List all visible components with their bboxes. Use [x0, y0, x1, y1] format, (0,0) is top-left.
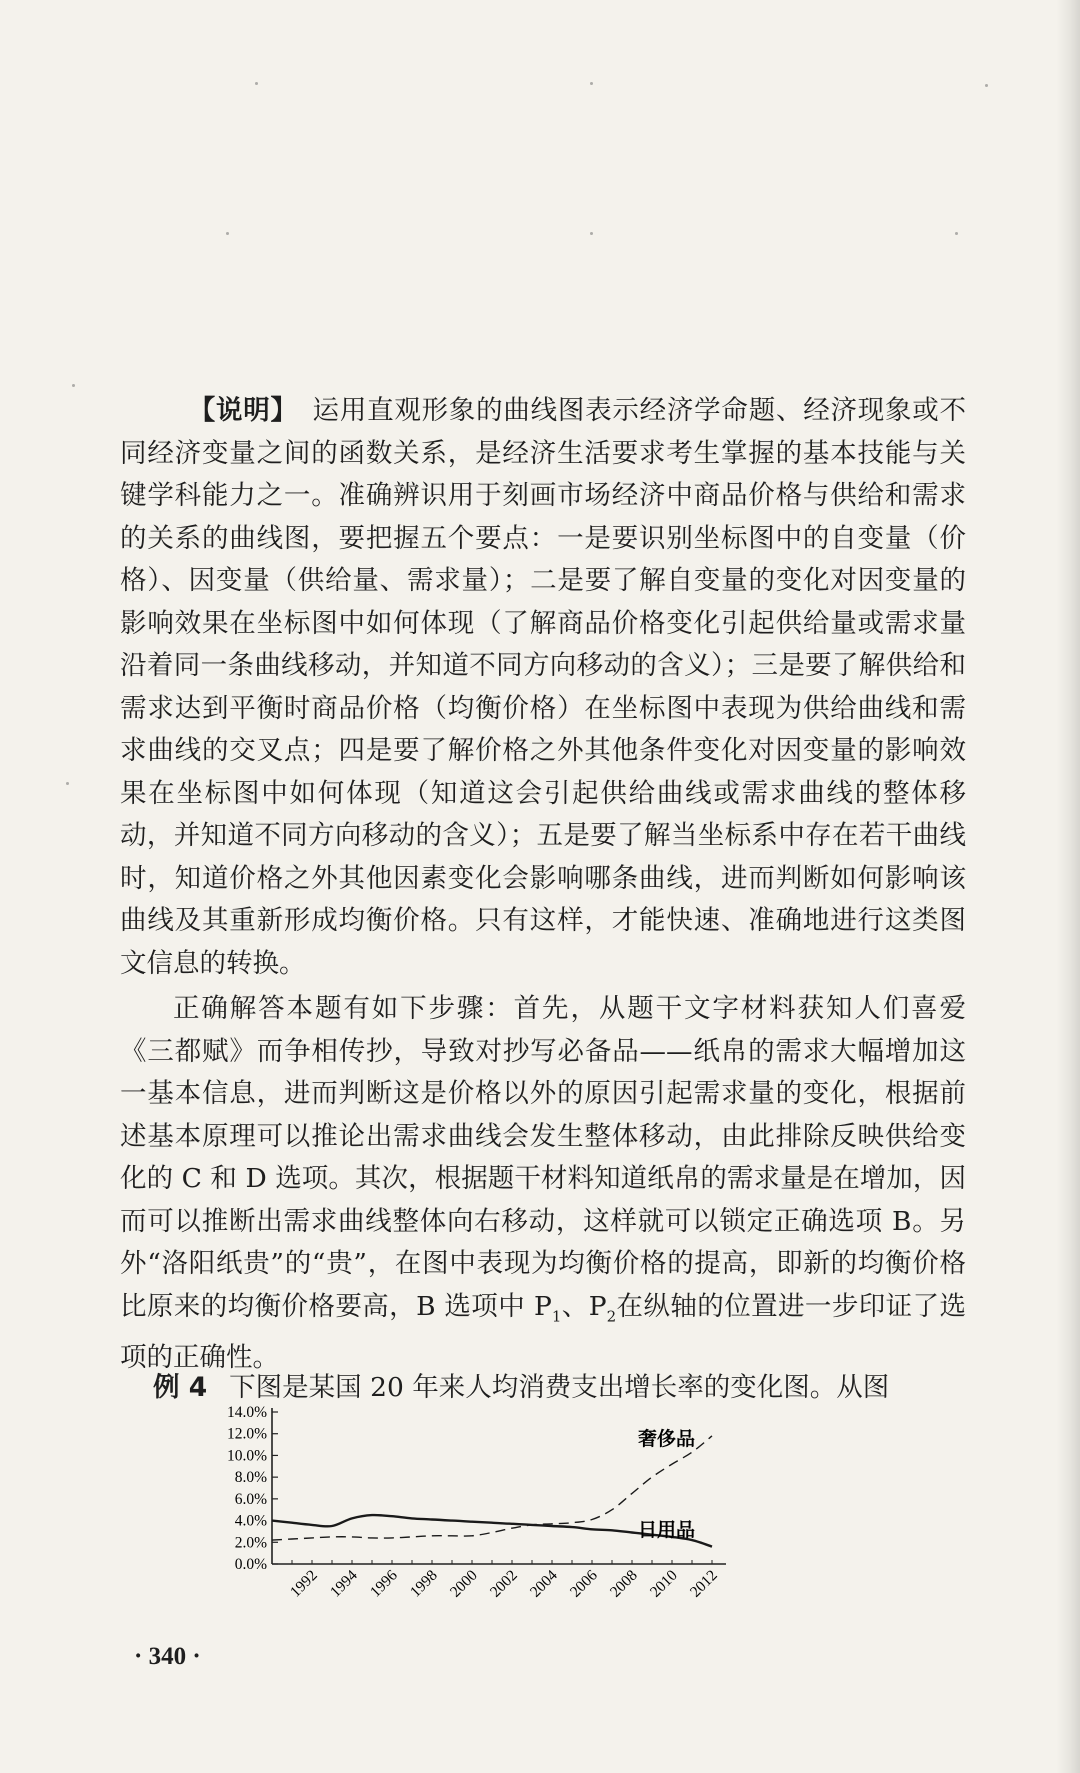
x-tick-label: 1998	[406, 1566, 441, 1601]
y-tick-label: 0.0%	[234, 1556, 267, 1573]
explanation-text: 运用直观形象的曲线图表示经济学命题、经济现象或不同经济变量之间的函数关系，是经济生活要求考生掌握的基本技能与关键学科能力之一。准确辨识用于刻画市场经济中商品价格与供给和需求的关系的曲线图，要把握五个要点：一是要识别坐标图中的自变量（价格）、因变量（供给量、需求量）；二是要了解自变量的变化对因变量的影响效果在坐标图中如何体现（了解商品价格变化引起供给量或需求量沿着同一条曲线移动，并知道不同方向移动的含义）；三是要了解供给和需求达到平衡时商品价格（均衡价格）在坐标图中表现为供给曲线和需求曲线的交叉点；四是要了解价格之外其他条件变化对因变量的影响效果在坐标图中如何体现（知道这会引起供给曲线或需求曲线的整体移动，并知道不同方向移动的含义）；五是要了解当坐标系中存在若干曲线时，知道价格之外其他因素变化会影响哪条曲线，进而判断如何影响该曲线及其重新形成均衡价格。只有这样，才能快速、准确地进行这类图文信息的转换。	[120, 395, 967, 979]
answer-text-part2: 在纵轴的位置进一步印证了选项的正确性。	[120, 1290, 967, 1374]
x-tick-label: 1992	[286, 1566, 321, 1601]
scan-speck	[226, 232, 229, 235]
scan-speck	[955, 232, 958, 235]
page-number: · 340 ·	[134, 1643, 201, 1670]
body-text	[120, 390, 966, 1380]
x-tick-label: 2012	[686, 1566, 721, 1601]
series-label-daily: 日用品	[638, 1519, 696, 1541]
x-tick-label: 2008	[606, 1566, 641, 1601]
symbol-separator: 、	[561, 1290, 589, 1322]
explanation-tag: 【说明】	[188, 395, 298, 426]
x-tick-label: 2010	[646, 1566, 681, 1601]
y-tick-label: 6.0%	[234, 1490, 267, 1508]
series-label-luxury: 奢侈品	[638, 1428, 696, 1450]
y-tick-label: 8.0%	[234, 1469, 267, 1487]
answer-text-part1: 正确解答本题有如下步骤：首先，从题干文字材料获知人们喜爱《三都赋》而争相传抄，导致对抄写必备品——纸帛的需求大幅增加这一基本信息，进而判断这是价格以外的原因引起需求量的变化，根据前述基本原理可以推论出需求曲线会发生整体移动，由此排除反映供给变化的 C 和 D 选项。其次，根据题干材料知道纸帛的需求量是在增加，因而可以推断出需求曲线整体向右移动，这样就可以锁定正确选项 B。另外“洛阳纸贵”的“贵”，在图中表现为均衡价格的提高，即新的均衡价格比原来的均衡价格要高，B 选项中	[120, 993, 966, 1322]
y-tick-label: 4.0%	[234, 1512, 267, 1530]
symbol-p2-subscript: 2	[606, 1306, 617, 1325]
scan-speck	[985, 84, 988, 87]
example-tag: 例 4	[153, 1372, 208, 1403]
answer-paragraph	[120, 988, 966, 1380]
x-tick-label: 2002	[486, 1566, 521, 1601]
y-axis	[227, 1404, 278, 1573]
scan-speck	[590, 232, 593, 235]
explanation-paragraph	[120, 390, 966, 985]
y-tick-label: 14.0%	[226, 1404, 267, 1421]
x-axis	[272, 1560, 726, 1601]
scan-speck	[255, 82, 258, 85]
y-tick-label: 12.0%	[226, 1425, 267, 1443]
symbol-p1-subscript: 1	[551, 1306, 562, 1325]
scan-speck	[72, 384, 75, 387]
x-tick-label: 2000	[446, 1566, 481, 1601]
y-tick-label: 2.0%	[234, 1534, 267, 1552]
y-tick-label: 10.0%	[226, 1447, 267, 1465]
symbol-p1: P	[533, 1290, 552, 1322]
x-tick-label: 2006	[566, 1566, 601, 1601]
example-text: 下图是某国 20 年来人均消费支出增长率的变化图。从图	[229, 1372, 890, 1403]
scan-speck	[66, 782, 69, 785]
symbol-p2: P	[588, 1290, 607, 1322]
x-tick-label: 1996	[366, 1566, 401, 1601]
x-tick-label: 1994	[326, 1566, 361, 1601]
page-edge-shadow	[1056, 0, 1080, 1773]
scan-speck	[590, 82, 593, 85]
x-tick-label: 2004	[526, 1566, 561, 1601]
consumption-growth-chart	[210, 1402, 830, 1632]
